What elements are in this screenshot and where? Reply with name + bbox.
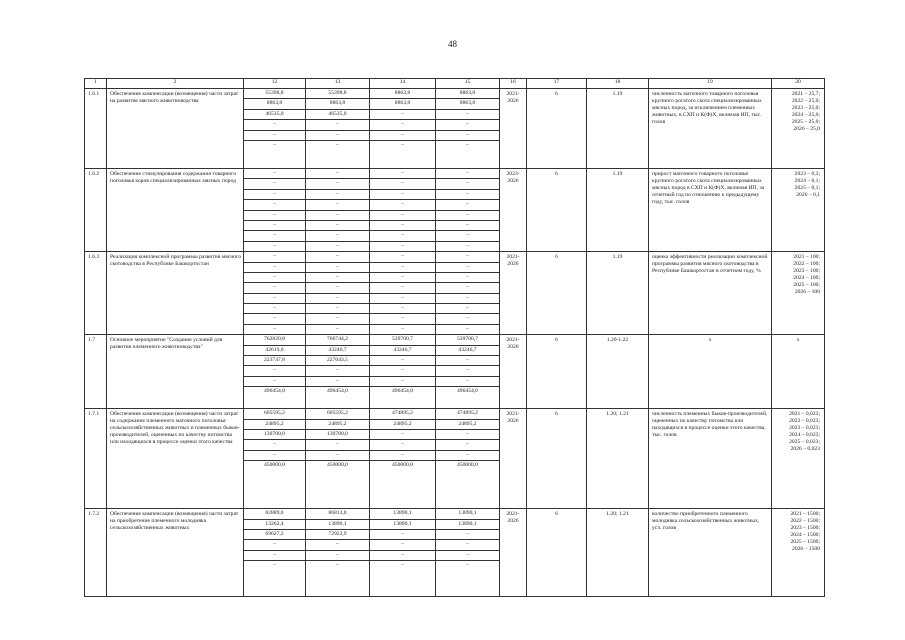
funding-value: – xyxy=(370,451,435,461)
funding-value: – xyxy=(244,169,305,179)
funding-value: – xyxy=(306,304,369,314)
funding-value: – xyxy=(370,530,435,540)
funding-value: – xyxy=(436,283,499,293)
period-line: 2021- xyxy=(506,91,520,97)
funding-value: 46535,0 xyxy=(244,110,305,120)
funding-value: – xyxy=(273,562,276,569)
funding-value: – xyxy=(466,141,469,148)
period-line: 2021- xyxy=(506,411,520,418)
indicator-description: оценка эффективности реализации комплексной программы развития мясного скотоводства в Республике Башкортостан в отчетном году, % xyxy=(649,252,772,335)
funding-value: – xyxy=(436,551,499,561)
executor-code: 6 xyxy=(527,89,587,169)
funding-value: – xyxy=(306,200,369,210)
table-body xyxy=(85,79,825,597)
period-cell xyxy=(500,252,527,335)
table-row xyxy=(85,89,825,169)
program-table xyxy=(84,78,825,597)
funding-value: 13890,1 xyxy=(436,509,499,519)
funding-value: – xyxy=(244,314,305,324)
target-value: 2024 – 100; xyxy=(793,275,820,282)
header-cell: 12 xyxy=(244,79,306,89)
funding-value: – xyxy=(401,325,404,332)
funding-value: – xyxy=(436,131,499,141)
funding-value: 8863,8 xyxy=(436,89,499,99)
funding-value: – xyxy=(370,314,435,324)
funding-value: – xyxy=(306,451,369,461)
funding-value: 13890,1 xyxy=(436,520,499,530)
funding-value: 450000,0 xyxy=(327,462,348,469)
target-value: 2024 – 1500; xyxy=(790,532,820,539)
indicator-ref: 1.20-1.22 xyxy=(587,335,649,409)
header-cell: 1 xyxy=(85,79,107,89)
target-value: 2023 – 25,0; xyxy=(791,105,820,111)
table-row xyxy=(85,169,825,252)
target-value: 2026 – 1500 xyxy=(792,546,820,553)
funding-value: – xyxy=(401,141,404,148)
funding-cell xyxy=(436,409,500,509)
funding-value: – xyxy=(244,377,305,387)
funding-value: – xyxy=(370,252,435,262)
funding-value: – xyxy=(370,283,435,293)
funding-value: – xyxy=(436,440,499,450)
funding-value: – xyxy=(244,263,305,273)
funding-value: – xyxy=(436,530,499,540)
target-value: 2025 – 1500; xyxy=(790,539,820,546)
funding-value: 130700,0 xyxy=(306,430,369,440)
measure-name: Реализация комплексной программы развития мясного скотоводства в Республике Башкортостан xyxy=(107,252,244,335)
table-row xyxy=(85,509,825,597)
funding-value: – xyxy=(306,221,369,231)
funding-value: 450000,0 xyxy=(457,462,478,469)
funding-cell xyxy=(244,89,306,169)
row-number: 1.6.2 xyxy=(85,169,107,252)
funding-value: – xyxy=(244,200,305,210)
funding-value: – xyxy=(370,200,435,210)
funding-value: – xyxy=(244,304,305,314)
table-row xyxy=(85,252,825,335)
table-row xyxy=(85,335,825,409)
funding-value: – xyxy=(436,304,499,314)
executor-code: 6 xyxy=(527,169,587,252)
funding-value: – xyxy=(306,190,369,200)
row-number: 1.6.1 xyxy=(85,89,107,169)
indicator-description: численность племенных быков-производителей, оцененных по качеству потомства или находящихся в процессе оценки этого качества, тыс. голов xyxy=(649,409,772,509)
measure-name: Обеспечение компенсации (возмещения) части затрат на развитие мясного животноводства xyxy=(107,89,244,169)
funding-value: – xyxy=(370,190,435,200)
funding-value: 496454,0 xyxy=(392,388,413,395)
funding-value: 496454,0 xyxy=(264,388,285,395)
funding-value: 539700,7 xyxy=(370,335,435,345)
target-value: 2021 – 25,7; xyxy=(791,91,820,97)
funding-value: – xyxy=(370,294,435,304)
funding-value: – xyxy=(436,294,499,304)
funding-value: – xyxy=(306,120,369,130)
funding-cell xyxy=(436,335,500,409)
funding-value: – xyxy=(306,377,369,387)
funding-value: 24895,2 xyxy=(436,420,499,430)
funding-value: – xyxy=(436,120,499,130)
period-line: 2026 xyxy=(507,98,519,104)
funding-value: – xyxy=(436,263,499,273)
funding-value: 82889,6 xyxy=(244,509,305,519)
target-value: 2022 – 1500; xyxy=(790,518,820,525)
funding-value: 8863,8 xyxy=(370,89,435,99)
funding-value: – xyxy=(244,551,305,561)
funding-value: 496454,0 xyxy=(327,388,348,395)
funding-cell xyxy=(244,169,306,252)
funding-value: 42619,0 xyxy=(244,346,305,356)
funding-value: – xyxy=(370,179,435,189)
executor-code: 6 xyxy=(527,335,587,409)
target-values-cell xyxy=(772,509,825,597)
period-cell xyxy=(500,89,527,169)
funding-value: 8863,8 xyxy=(306,99,369,109)
period-line: 2021- xyxy=(506,337,520,344)
page-number: 48 xyxy=(448,39,457,49)
funding-value: 43246,7 xyxy=(306,346,369,356)
funding-value: – xyxy=(436,377,499,387)
funding-value: 24895,2 xyxy=(370,420,435,430)
funding-value: – xyxy=(244,366,305,376)
funding-value: 8863,8 xyxy=(370,99,435,109)
funding-value: – xyxy=(436,190,499,200)
header-cell: 13 xyxy=(306,79,370,89)
funding-value: 496454,0 xyxy=(457,388,478,395)
funding-value: – xyxy=(436,179,499,189)
funding-value: – xyxy=(436,231,499,241)
funding-value: – xyxy=(466,242,469,249)
funding-value: 13890,1 xyxy=(370,509,435,519)
funding-value: 8863,8 xyxy=(244,99,305,109)
funding-cell xyxy=(436,252,500,335)
target-value: 2021 – 100; xyxy=(793,254,820,261)
row-number: 1.7.2 xyxy=(85,509,107,597)
target-value: 2026 – 100 xyxy=(794,289,820,296)
indicator-description: количество приобретенного племенного молодняка сельскохозяйственных животных, усл. голов xyxy=(649,509,772,597)
period-line: 2021- xyxy=(506,511,520,518)
executor-code: 6 xyxy=(527,509,587,597)
funding-value: – xyxy=(273,325,276,332)
funding-value: – xyxy=(370,231,435,241)
target-value: 2023 – 1500; xyxy=(790,525,820,532)
target-value: 2026 – 0,023 xyxy=(790,446,820,453)
funding-value: – xyxy=(436,221,499,231)
header-row xyxy=(85,79,825,89)
measure-name: Обеспечение стимулирования содержания товарного поголовья коров специализированных мясных пород xyxy=(107,169,244,252)
funding-value: 223747,8 xyxy=(244,356,305,366)
funding-value: 474895,2 xyxy=(370,409,435,419)
funding-value: 474895,2 xyxy=(436,409,499,419)
target-values-cell xyxy=(772,252,825,335)
funding-value: – xyxy=(306,131,369,141)
period-cell xyxy=(500,169,527,252)
funding-value: – xyxy=(370,551,435,561)
indicator-ref: 1.19 xyxy=(587,169,649,252)
funding-value: – xyxy=(306,283,369,293)
funding-value: – xyxy=(306,211,369,221)
funding-value: – xyxy=(436,356,499,366)
funding-cell xyxy=(244,409,306,509)
target-value: 2023 – 100; xyxy=(793,268,820,275)
funding-value: – xyxy=(370,131,435,141)
funding-value: – xyxy=(336,242,339,249)
funding-value: 72922,9 xyxy=(306,530,369,540)
funding-value: – xyxy=(244,294,305,304)
funding-value: – xyxy=(436,540,499,550)
funding-cell xyxy=(370,335,436,409)
funding-cell xyxy=(306,335,370,409)
funding-value: – xyxy=(244,231,305,241)
row-number: 1.7 xyxy=(85,335,107,409)
table-row xyxy=(85,409,825,509)
funding-cell xyxy=(370,252,436,335)
funding-value: 450000,0 xyxy=(264,462,285,469)
period-cell xyxy=(500,509,527,597)
funding-cell xyxy=(370,169,436,252)
funding-cell xyxy=(306,252,370,335)
funding-value: 539700,7 xyxy=(436,335,499,345)
funding-value: – xyxy=(306,314,369,324)
funding-value: – xyxy=(336,141,339,148)
funding-value: – xyxy=(306,252,369,262)
funding-value: – xyxy=(306,440,369,450)
header-cell: 19 xyxy=(649,79,772,89)
funding-value: – xyxy=(306,231,369,241)
funding-value: 450000,0 xyxy=(392,462,413,469)
funding-value: – xyxy=(306,169,369,179)
period-line: 2026 xyxy=(507,418,519,425)
funding-value: – xyxy=(306,294,369,304)
target-values-cell xyxy=(772,89,825,169)
period-line: 2021- xyxy=(506,254,520,261)
header-cell: 20 xyxy=(772,79,825,89)
funding-cell xyxy=(306,409,370,509)
funding-value: 86813,0 xyxy=(306,509,369,519)
funding-value: – xyxy=(370,110,435,120)
target-value: 2026 – 25,0 xyxy=(793,126,820,132)
period-line: 2026 xyxy=(507,344,519,351)
funding-value: 46535,0 xyxy=(306,110,369,120)
header-cell: 2 xyxy=(107,79,244,89)
funding-cell xyxy=(306,509,370,597)
funding-value: – xyxy=(436,451,499,461)
funding-value: 24895,2 xyxy=(244,420,305,430)
funding-value: – xyxy=(401,242,404,249)
funding-value: – xyxy=(244,283,305,293)
funding-cell xyxy=(244,335,306,409)
funding-value: 13890,1 xyxy=(306,520,369,530)
header-cell: 17 xyxy=(527,79,587,89)
funding-value: – xyxy=(436,366,499,376)
row-number: 1.7.1 xyxy=(85,409,107,509)
funding-value: – xyxy=(273,141,276,148)
target-value: 2022 – 25,0; xyxy=(791,98,820,104)
funding-value: – xyxy=(273,242,276,249)
funding-value: – xyxy=(370,211,435,221)
funding-value: – xyxy=(370,304,435,314)
funding-value: 605595,2 xyxy=(244,409,305,419)
target-value: 2024 – 25,0; xyxy=(791,112,820,118)
measure-name: Основное мероприятие "Создание условий для развития племенного животноводства" xyxy=(107,335,244,409)
funding-cell xyxy=(306,89,370,169)
funding-value: – xyxy=(370,221,435,231)
funding-cell xyxy=(244,252,306,335)
funding-value: – xyxy=(306,263,369,273)
funding-value: – xyxy=(244,451,305,461)
funding-value: 13262,4 xyxy=(244,520,305,530)
funding-value: 762820,8 xyxy=(244,335,305,345)
target-values-cell xyxy=(772,169,825,252)
funding-value: – xyxy=(244,221,305,231)
period-line: 2026 xyxy=(507,518,519,525)
funding-value: 13890,1 xyxy=(370,520,435,530)
funding-value: 130700,0 xyxy=(244,430,305,440)
funding-value: 43246,7 xyxy=(436,346,499,356)
funding-value: – xyxy=(370,366,435,376)
funding-value: 55398,8 xyxy=(244,89,305,99)
target-value: 2022 – 0,023; xyxy=(789,418,820,425)
funding-value: – xyxy=(244,211,305,221)
funding-cell xyxy=(436,89,500,169)
funding-value: – xyxy=(370,120,435,130)
funding-cell xyxy=(244,509,306,597)
period-cell xyxy=(500,409,527,509)
funding-value: – xyxy=(244,190,305,200)
funding-value: – xyxy=(370,540,435,550)
period-cell xyxy=(500,335,527,409)
target-value: 2025 – 0,023; xyxy=(789,439,820,446)
funding-value: – xyxy=(436,200,499,210)
funding-value: – xyxy=(306,179,369,189)
target-values-cell xyxy=(772,335,825,409)
funding-value: 766744,2 xyxy=(306,335,369,345)
indicator-ref: 1.19 xyxy=(587,89,649,169)
funding-cell xyxy=(370,409,436,509)
target-value: 2024 – 0,023; xyxy=(789,432,820,439)
funding-cell xyxy=(370,509,436,597)
funding-value: – xyxy=(436,252,499,262)
indicator-description: x xyxy=(649,335,772,409)
funding-value: – xyxy=(306,273,369,283)
target-value: 2025 – 0,1; xyxy=(794,185,820,191)
period-line: 2026 xyxy=(507,261,519,268)
indicator-ref: 1.20; 1.21 xyxy=(587,409,649,509)
target-value: x xyxy=(796,337,800,344)
indicator-ref: 1.20; 1.21 xyxy=(587,509,649,597)
funding-value: – xyxy=(306,366,369,376)
funding-value: – xyxy=(436,169,499,179)
funding-cell xyxy=(436,509,500,597)
header-cell: 18 xyxy=(587,79,649,89)
funding-cell xyxy=(436,169,500,252)
funding-value: 69627,2 xyxy=(244,530,305,540)
funding-value: – xyxy=(370,377,435,387)
header-cell: 15 xyxy=(436,79,500,89)
funding-value: 55398,8 xyxy=(306,89,369,99)
funding-value: 8863,8 xyxy=(436,99,499,109)
funding-value: – xyxy=(306,540,369,550)
funding-value: – xyxy=(436,314,499,324)
funding-value: – xyxy=(370,169,435,179)
indicator-description: прирост маточного товарного поголовья крупного рогатого скота специализированных мясных пород в СХП и К(Ф)Х, включая ИП, за отчетный год по отношению к предыдущему году, тыс. голов xyxy=(649,169,772,252)
period-line: 2026 xyxy=(507,178,519,184)
row-number: 1.6.3 xyxy=(85,252,107,335)
funding-value: 227043,5 xyxy=(306,356,369,366)
target-value: 2021 – 0,023; xyxy=(789,411,820,418)
funding-value: – xyxy=(244,252,305,262)
funding-value: – xyxy=(336,562,339,569)
funding-value: – xyxy=(401,562,404,569)
target-value: 2023 – 0,023; xyxy=(789,425,820,432)
target-values-cell xyxy=(772,409,825,509)
funding-value: – xyxy=(306,551,369,561)
funding-value: 605595,2 xyxy=(306,409,369,419)
target-value: 2025 – 25,0; xyxy=(791,119,820,125)
funding-cell xyxy=(370,89,436,169)
target-value: 2025 – 100; xyxy=(793,282,820,289)
funding-value: – xyxy=(466,325,469,332)
funding-value: – xyxy=(370,356,435,366)
funding-value: – xyxy=(436,110,499,120)
target-value: 2022 – 100; xyxy=(793,261,820,268)
funding-value: – xyxy=(244,440,305,450)
target-value: 2026 – 0,1 xyxy=(796,192,820,198)
funding-value: – xyxy=(336,325,339,332)
header-cell: 14 xyxy=(370,79,436,89)
target-value: 2021 – 1500; xyxy=(790,511,820,518)
funding-value: – xyxy=(436,430,499,440)
funding-value: 43246,7 xyxy=(370,346,435,356)
funding-value: – xyxy=(370,263,435,273)
funding-value: – xyxy=(436,273,499,283)
measure-name: Обеспечение компенсации (возмещения) части затрат на приобретение племенного молодняка сельскохозяйственных животных xyxy=(107,509,244,597)
funding-value: – xyxy=(436,211,499,221)
indicator-description: численность маточного товарного поголовья крупного рогатого скота специализированных мясных пород, за исключением племенных животных, в СХП и К(Ф)Х, включая ИП, тыс. голов xyxy=(649,89,772,169)
period-line: 2023- xyxy=(506,171,520,177)
measure-name: Обеспечение компенсации (возмещения) части затрат на содержание племенного маточного поголовья сельскохозяйственных животных и племенных быков-производителей, оцененных по качеству потомства или находящихся в процессе оценки этого качества xyxy=(107,409,244,509)
funding-value: – xyxy=(244,120,305,130)
funding-value: – xyxy=(244,273,305,283)
funding-value: – xyxy=(370,440,435,450)
funding-value: – xyxy=(370,273,435,283)
executor-code: 6 xyxy=(527,252,587,335)
funding-value: – xyxy=(466,562,469,569)
target-value: 2023 – 0,3; xyxy=(794,171,820,177)
funding-value: 24895,2 xyxy=(306,420,369,430)
target-value: 2024 – 0,1; xyxy=(794,178,820,184)
header-cell: 16 xyxy=(500,79,527,89)
funding-value: – xyxy=(370,430,435,440)
funding-value: – xyxy=(244,540,305,550)
funding-cell xyxy=(306,169,370,252)
funding-value: – xyxy=(244,179,305,189)
executor-code: 6 xyxy=(527,409,587,509)
funding-value: – xyxy=(244,131,305,141)
indicator-ref: 1.19 xyxy=(587,252,649,335)
